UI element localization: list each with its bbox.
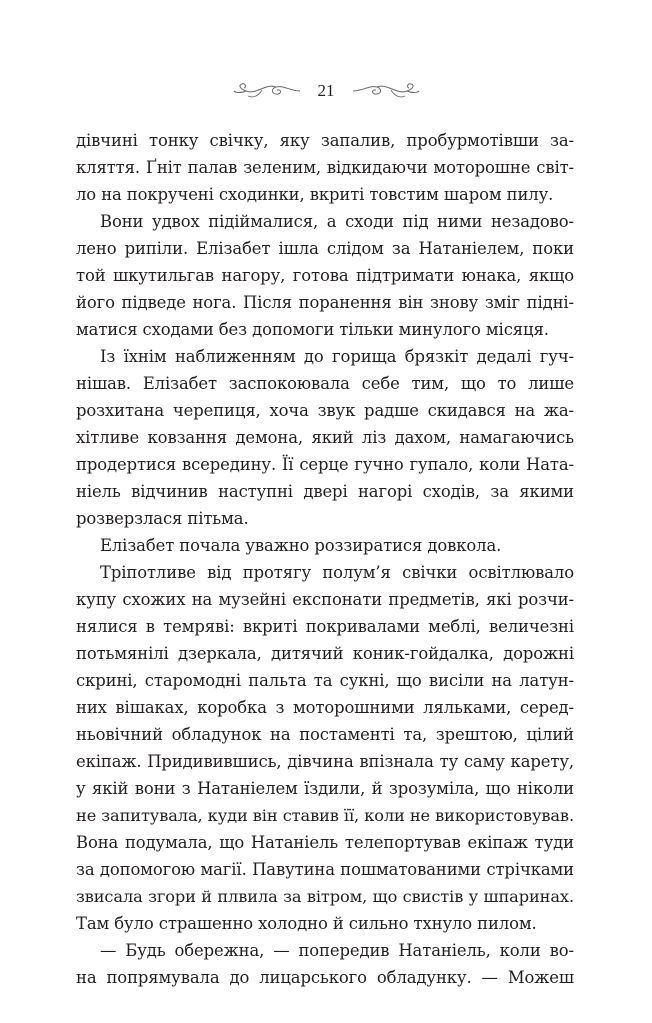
text-line: його підведе нога. Після поранення він знову зміг підні- — [76, 293, 574, 312]
page-header — [0, 76, 652, 106]
text-line: не запитувала, куди він ставив її, коли не використовував. — [76, 806, 574, 825]
page-number: 21 — [317, 81, 335, 100]
text-line: Вона подумала, що Натаніель телепортував екіпаж туди — [76, 833, 574, 852]
text-line: розхитана черепиця, хоча звук радше скидався на жа- — [76, 401, 574, 420]
text-line: Вони удвох підіймалися, а сходи під ними незадово- — [100, 212, 574, 231]
text-line: ло на покручені сходинки, вкриті товстим шаром пилу. — [76, 185, 554, 204]
text-line: той шкутильгав нагору, готова підтримати юнака, якщо — [76, 266, 574, 285]
text-line: Із їхнім наближенням до горища брязкіт дедалі гуч- — [100, 347, 574, 366]
text-line: нішав. Елізабет заспокоювала себе тим, що то лише — [76, 374, 574, 393]
text-line: лено рипіли. Елізабет ішла слідом за Натаніелем, поки — [76, 239, 574, 258]
text-line: розверзлася пітьма. — [76, 509, 249, 528]
left-flourish-ornament-icon — [232, 81, 302, 101]
text-line: Тріпотливе від протягу полум’я свічки освітлювало — [100, 563, 574, 582]
text-line: екіпаж. Придивившись, дівчина впізнала ту саму карету, — [76, 752, 574, 771]
text-line: скрині, старомодні пальта та сукні, що висіли на латун- — [76, 671, 574, 690]
text-line: нялися в темряві: вкриті покривалами меблі, величезні — [76, 617, 574, 636]
text-line: — Будь обережна, — попередив Натаніель, коли во- — [100, 941, 574, 960]
text-line: Там було страшенно холодно й сильно тхнуло пилом. — [76, 914, 537, 933]
text-line: звисала згори й плвила за вітром, що свистів у шпаринах. — [76, 887, 574, 906]
text-line: них вішаках, коробка з моторошними ляльками, серед- — [76, 698, 574, 717]
text-line: ньовічний обладунок на постаменті та, зрештою, цілий — [76, 725, 574, 744]
body-text — [76, 127, 574, 991]
text-line: купу схожих на музейні експонати предметів, які розчи- — [76, 590, 574, 609]
right-flourish-ornament-icon — [351, 81, 421, 101]
text-line: потьмянілі дзеркала, дитячий коник-гойдалка, дорожні — [76, 644, 574, 663]
text-line: хітливе ковзання демона, який ліз дахом, намагаючись — [76, 428, 574, 447]
text-line: дівчині тонку свічку, яку запалив, пробурмотівши за- — [76, 131, 574, 150]
text-line: на попрямувала до лицарського обладунку. — Можеш — [76, 968, 574, 987]
text-line: Елізабет почала уважно роззиратися довкола. — [100, 536, 502, 555]
text-line: ніель відчинив наступні двері нагорі сходів, за якими — [76, 482, 574, 501]
text-line: за допомогою магії. Павутина пошматованими стрічками — [76, 860, 574, 879]
text-line: продертися всередину. Її серце гучно гупало, коли Ната- — [76, 455, 574, 474]
text-line: матися сходами без допомоги тільки минулого місяця. — [76, 320, 549, 339]
text-line: кляття. Ґніт палав зеленим, відкидаючи моторошне світ- — [76, 158, 574, 177]
text-line: у якій вони з Натаніелем їздили, й зрозуміла, що ніколи — [76, 779, 574, 798]
